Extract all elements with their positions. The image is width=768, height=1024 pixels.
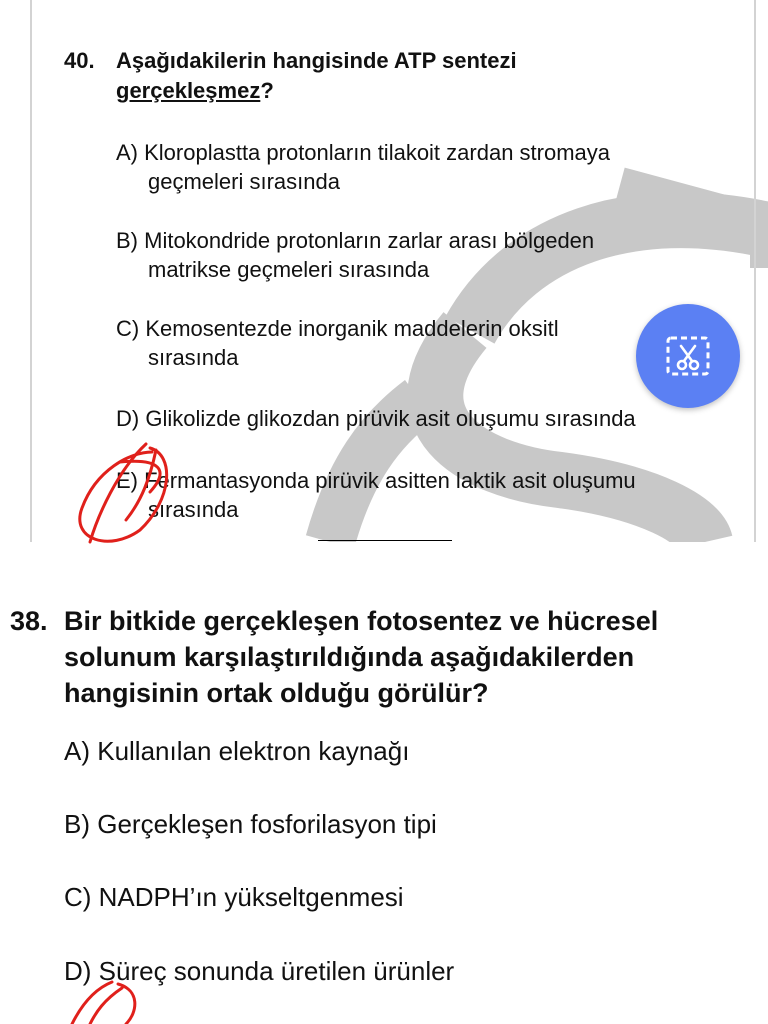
- screenshot-scissors-icon: [662, 330, 714, 382]
- underlined-keyword: gerçekleşmez: [116, 78, 261, 103]
- option-a[interactable]: A) Kullanılan elektron kaynağı: [64, 736, 410, 766]
- separator-line: [318, 540, 452, 541]
- option-d[interactable]: D) Süreç sonunda üretilen ürünler: [64, 956, 455, 986]
- question-stem-line: [116, 76, 274, 105]
- question-number: 40.: [64, 48, 95, 73]
- option-b-line1[interactable]: B) Mitokondride protonların zarlar arası bölgeden: [116, 228, 595, 253]
- option-c-line2[interactable]: sırasında: [148, 345, 239, 370]
- option-e-line2[interactable]: sırasında: [148, 497, 239, 522]
- option-c-line1[interactable]: C) Kemosentezde inorganik maddelerin oksitl: [116, 316, 559, 341]
- option-b[interactable]: B) Gerçekleşen fosforilasyon tipi: [64, 809, 437, 839]
- question-stem-line: hangisinin ortak olduğu görülür?: [64, 678, 489, 708]
- option-a-line2[interactable]: geçmeleri sırasında: [148, 169, 340, 194]
- question-stem-line: Bir bitkide gerçekleşen fotosentez ve hücresel: [64, 606, 659, 636]
- option-a-line1[interactable]: A) Kloroplastta protonların tilakoit zardan stromaya: [116, 140, 611, 165]
- pen-mark-option-d: [72, 982, 135, 1024]
- question-mark: ?: [260, 78, 274, 103]
- option-c[interactable]: C) NADPH’ın yükseltgenmesi: [64, 882, 404, 912]
- question-stem-line: Aşağıdakilerin hangisinde ATP sentezi: [116, 48, 517, 73]
- option-d-line1[interactable]: D) Glikolizde glikozdan pirüvik asit oluşumu sırasında: [116, 406, 636, 431]
- question-stem-line: solunum karşılaştırıldığında aşağıdakilerden: [64, 642, 635, 672]
- card-border-right: [754, 0, 756, 542]
- question-number: 38.: [10, 606, 48, 636]
- option-b-line2[interactable]: matrikse geçmeleri sırasında: [148, 257, 430, 282]
- card-border-left: [30, 0, 32, 542]
- option-e-line1[interactable]: E) Fermantasyonda pirüvik asitten laktik asit oluşumu: [116, 468, 636, 493]
- screenshot-fab-button[interactable]: [636, 304, 740, 408]
